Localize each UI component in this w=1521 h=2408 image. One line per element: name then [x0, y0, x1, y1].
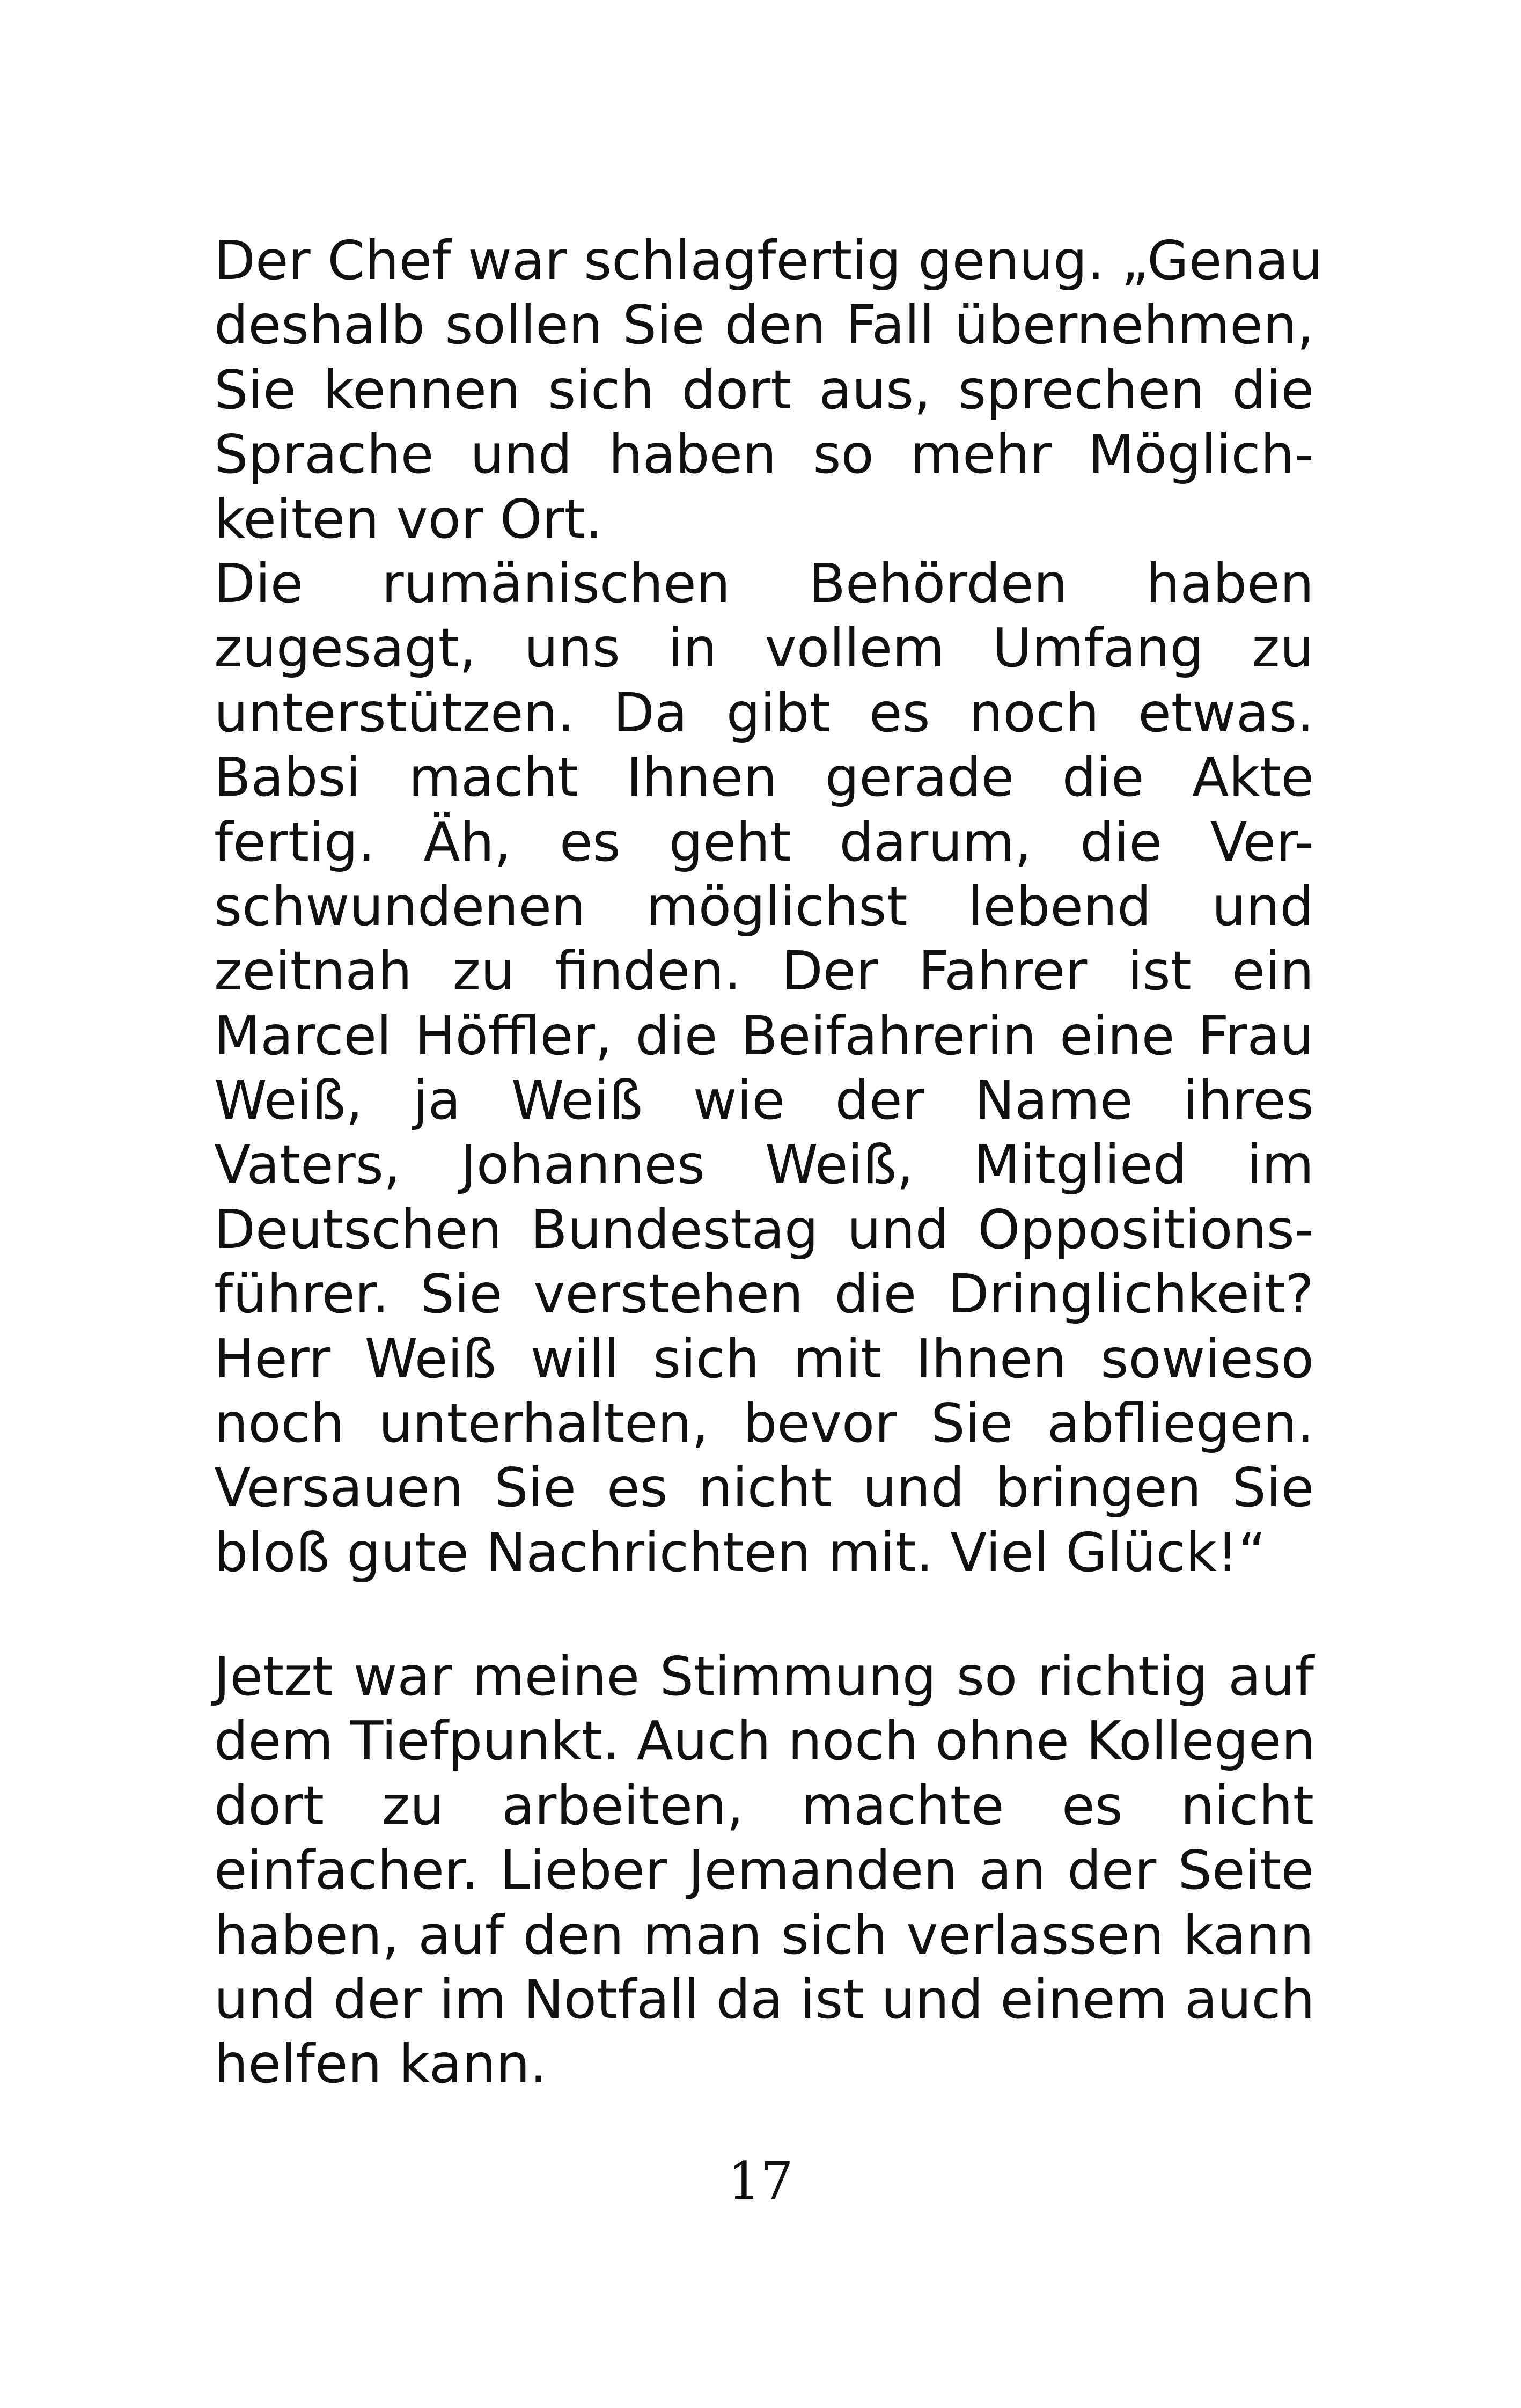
text-line: keiten vor Ort.	[214, 487, 602, 550]
text-line: Babsi macht Ihnen gerade die Akte	[214, 746, 1314, 809]
paragraph-2	[214, 1645, 1314, 2097]
text-line: Herr Weiß will sich mit Ihnen sowieso	[214, 1327, 1314, 1390]
text-line: und der im Notfall da ist und einem auch	[214, 1967, 1315, 2031]
text-line: unterstützen. Da gibt es noch etwas.	[214, 681, 1314, 744]
text-line: deshalb sollen Sie den Fall übernehmen,	[214, 293, 1314, 357]
text-line: dort zu arbeiten, machte es nicht	[214, 1774, 1314, 1837]
text-line: Weiß, ja Weiß wie der Name ihres	[214, 1069, 1314, 1132]
text-line: Marcel Höffler, die Beifahrerin eine Frau	[214, 1004, 1314, 1067]
text-line: dem Tiefpunkt. Auch noch ohne Kollegen	[214, 1709, 1316, 1773]
text-line: führer. Sie verstehen die Dringlichkeit?	[214, 1262, 1314, 1326]
text-line: Deutschen Bundestag und Oppositions-	[214, 1198, 1314, 1261]
text-line: Der Chef war schlagfertig genug. „Genau	[214, 229, 1323, 292]
text-line: zugesagt, uns in vollem Umfang zu	[214, 616, 1314, 680]
text-line: Die rumänischen Behörden haben	[214, 552, 1314, 615]
text-line: Sie kennen sich dort aus, sprechen die	[214, 358, 1314, 421]
paragraph-1	[214, 229, 1323, 1585]
text-line: noch unterhalten, bevor Sie abfliegen.	[214, 1392, 1314, 1455]
text-line: schwundenen möglichst lebend und	[214, 875, 1314, 938]
text-line: haben, auf den man sich verlassen kann	[214, 1903, 1314, 1966]
page-number: 17	[728, 2151, 793, 2211]
text-line: helfen kann.	[214, 2032, 547, 2096]
text-line: Vaters, Johannes Weiß, Mitglied im	[214, 1133, 1314, 1196]
text-line: fertig. Äh, es geht darum, die Ver-	[214, 810, 1314, 873]
text-line: Versauen Sie es nicht und bringen Sie	[214, 1456, 1314, 1519]
text-line: einfacher. Lieber Jemanden an der Seite	[214, 1839, 1314, 1902]
text-line: zeitnah zu finden. Der Fahrer ist ein	[214, 939, 1314, 1003]
text-line: bloß gute Nachrichten mit. Viel Glück!“	[214, 1521, 1266, 1584]
text-line: Sprache und haben so mehr Möglich-	[214, 423, 1314, 486]
text-line: Jetzt war meine Stimmung so richtig auf	[214, 1645, 1314, 1708]
